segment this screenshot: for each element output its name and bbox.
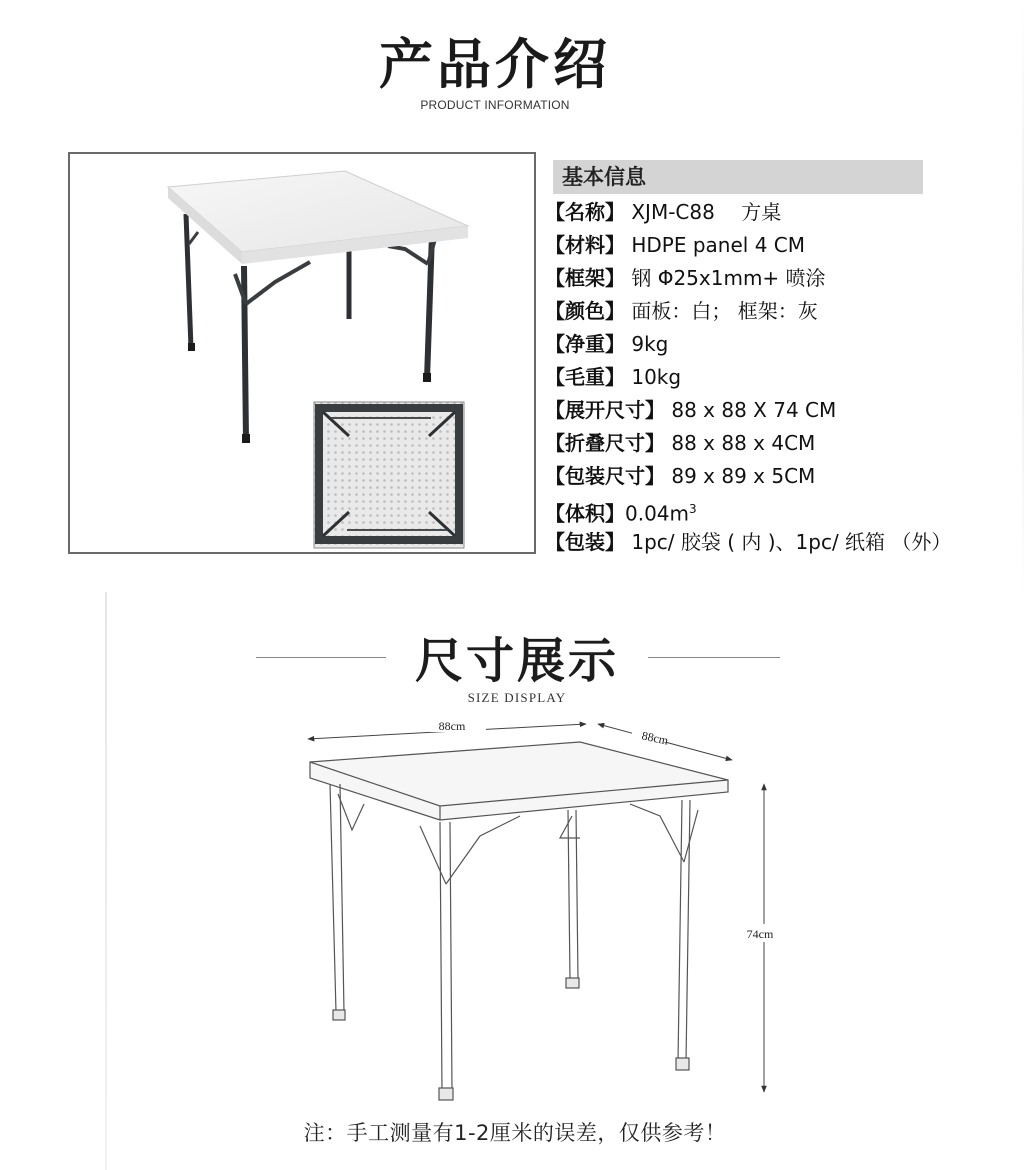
section-title-size-display: 尺寸展示 [414,633,619,689]
spec-value: 0.04m [625,501,690,526]
spec-row-folded-size [545,427,1025,460]
spec-label: 【体积】 [545,501,625,526]
depth-label: 88cm [640,728,670,748]
spec-row-frame [545,262,1025,295]
spec-label: 【包装】 [545,530,625,554]
spec-row-gross-weight [545,361,1025,394]
spec-row-net-weight [545,328,1025,361]
spec-row-name [545,196,1025,229]
spec-section-header: 基本信息 [553,160,923,194]
divider-line [105,592,107,1170]
spec-label: 【颜色】 [545,299,625,323]
spec-value: 1pc/ 胶袋 ( 内 )、1pc/ 纸箱 （外） [625,530,952,554]
folded-table-photo [311,400,467,550]
spec-label: 【展开尺寸】 [545,398,665,422]
spec-row-unfolded-size [545,394,1025,427]
table-outline-drawing [310,742,728,1100]
spec-label: 【净重】 [545,332,625,356]
table-leg-back-left [186,214,191,348]
spec-value: 10kg [625,365,682,389]
spec-value: HDPE panel 4 CM [625,233,805,257]
spec-value: 9kg [625,332,669,356]
section-title-product-intro: 产品介绍 [379,32,611,96]
spec-label: 【框架】 [545,266,625,290]
spec-value: 钢 Φ25x1mm+ 喷涂 [625,266,826,290]
product-photo-frame [68,152,536,554]
spec-row-material [545,229,1025,262]
spec-value-superscript: 3 [689,502,697,516]
spec-row-packing [545,526,1025,559]
section-subtitle-size-display: SIZE DISPLAY [467,690,567,705]
table-leg-front [244,266,246,441]
height-label: 74cm [746,927,774,941]
spec-value: XJM-C88 方桌 [625,200,782,224]
section-subtitle-product-info: PRODUCT INFORMATION [420,98,570,112]
spec-row-package-size [545,460,1025,493]
spec-label: 【包装尺寸】 [545,464,665,488]
title-rule [256,657,386,658]
spec-value: 89 x 89 x 5CM [665,464,816,488]
divider-line [1022,0,1024,600]
width-label: 88cm [438,719,466,733]
spec-label: 【毛重】 [545,365,625,389]
measurement-note: 注：手工测量有1-2厘米的误差，仅供参考！ [303,1121,727,1145]
spec-value: 面板：白； 框架：灰 [625,299,818,323]
spec-row-color [545,295,1025,328]
spec-value: 88 x 88 X 74 CM [665,398,837,422]
spec-value: 88 x 88 x 4CM [665,431,816,455]
spec-row-volume [545,493,1025,526]
spec-label: 【材料】 [545,233,625,257]
spec-list [545,196,1025,559]
spec-label: 【名称】 [545,200,625,224]
spec-label: 【折叠尺寸】 [545,431,665,455]
title-rule [648,657,780,658]
dimension-diagram [280,712,800,1112]
